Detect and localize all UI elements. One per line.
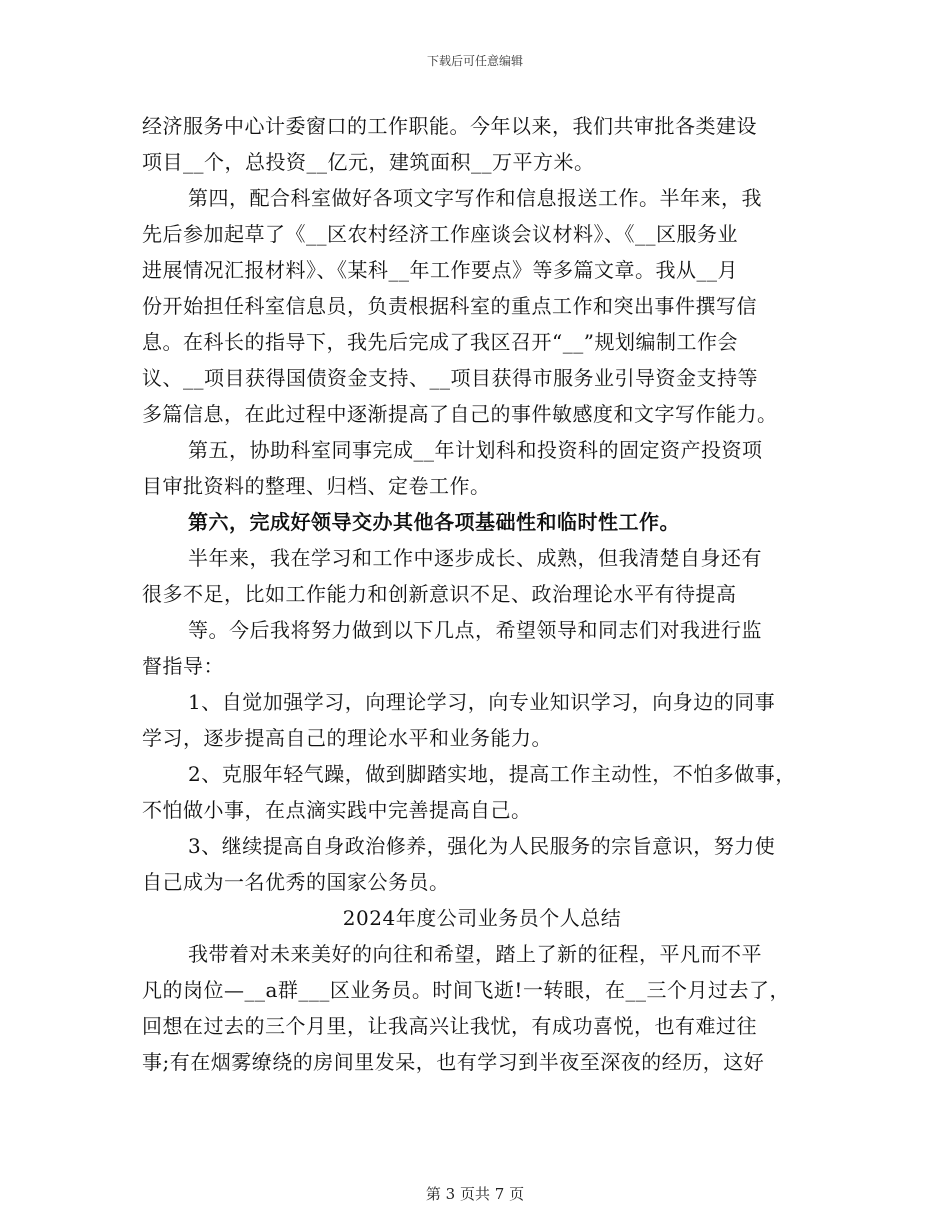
text-line: 1、自觉加强学习，向理论学习，向专业知识学习，向身边的同事 — [188, 690, 776, 714]
text-line: 第四，配合科室做好各项文字写作和信息报送工作。半年来，我 — [188, 186, 762, 210]
text-line: 3、继续提高自身政治修养，强化为人民服务的宗旨意识，努力使 — [188, 834, 776, 858]
text-line: 息。在科长的指导下，我先后完成了我区召开“__”规划编制工作会 — [142, 330, 738, 354]
section-title: 2024年度公司业务员个人总结 — [342, 906, 622, 930]
text-line: 自己成为一名优秀的国家公务员。 — [142, 870, 450, 894]
page-footer: 第 3 页共 7 页 — [425, 1185, 525, 1203]
text-line: 项目__个，总投资__亿元，建筑面积__万平方米。 — [142, 150, 595, 174]
text-line: 先后参加起草了《__区农村经济工作座谈会议材料》、《__区服务业 — [142, 222, 738, 246]
text-line: 议、__项目获得国债资金支持、__项目获得市服务业引导资金支持等 — [142, 366, 758, 390]
text-line: 很多不足，比如工作能力和创新意识不足、政治理论水平有待提高 — [142, 582, 737, 606]
text-line: 学习，逐步提高自己的理论水平和业务能力。 — [142, 726, 552, 750]
text-line: 等。今后我将努力做到以下几点，希望领导和同志们对我进行监 — [188, 618, 762, 642]
text-line: 事;有在烟雾缭绕的房间里发呆，也有学习到半夜至深夜的经历，这好 — [142, 1050, 765, 1074]
text-line: 份开始担任科室信息员，负责根据科室的重点工作和突出事件撰写信 — [142, 294, 757, 318]
text-line: 凡的岗位—__a群___区业务员。时间飞逝!一转眼，在__三个月过去了， — [142, 978, 790, 1002]
document-body — [142, 108, 822, 1080]
text-line: 督指导： — [142, 654, 224, 678]
text-line: 我带着对未来美好的向往和希望，踏上了新的征程，平凡而不平 — [188, 942, 762, 966]
text-line: 第六，完成好领导交办其他各项基础性和临时性工作。 — [188, 510, 680, 534]
text-line: 目审批资料的整理、归档、定卷工作。 — [142, 474, 491, 498]
text-line: 进展情况汇报材料》、《某科__年工作要点》等多篇文章。我从__月 — [142, 258, 738, 282]
text-line: 不怕做小事，在点滴实践中完善提高自己。 — [142, 798, 532, 822]
text-line: 第五，协助科室同事完成__年计划科和投资科的固定资产投资项 — [188, 438, 763, 462]
text-line: 回想在过去的三个月里，让我高兴让我忧，有成功喜悦，也有难过往 — [142, 1014, 757, 1038]
text-line: 经济服务中心计委窗口的工作职能。今年以来，我们共审批各类建设 — [142, 114, 757, 138]
text-line: 多篇信息，在此过程中逐渐提高了自己的事件敏感度和文字写作能力。 — [142, 402, 778, 426]
text-line: 2、克服年轻气躁，做到脚踏实地，提高工作主动性，不怕多做事， — [188, 762, 796, 786]
page-header: 下载后可任意编辑 — [426, 54, 523, 68]
text-line: 半年来，我在学习和工作中逐步成长、成熟，但我清楚自身还有 — [188, 546, 762, 570]
